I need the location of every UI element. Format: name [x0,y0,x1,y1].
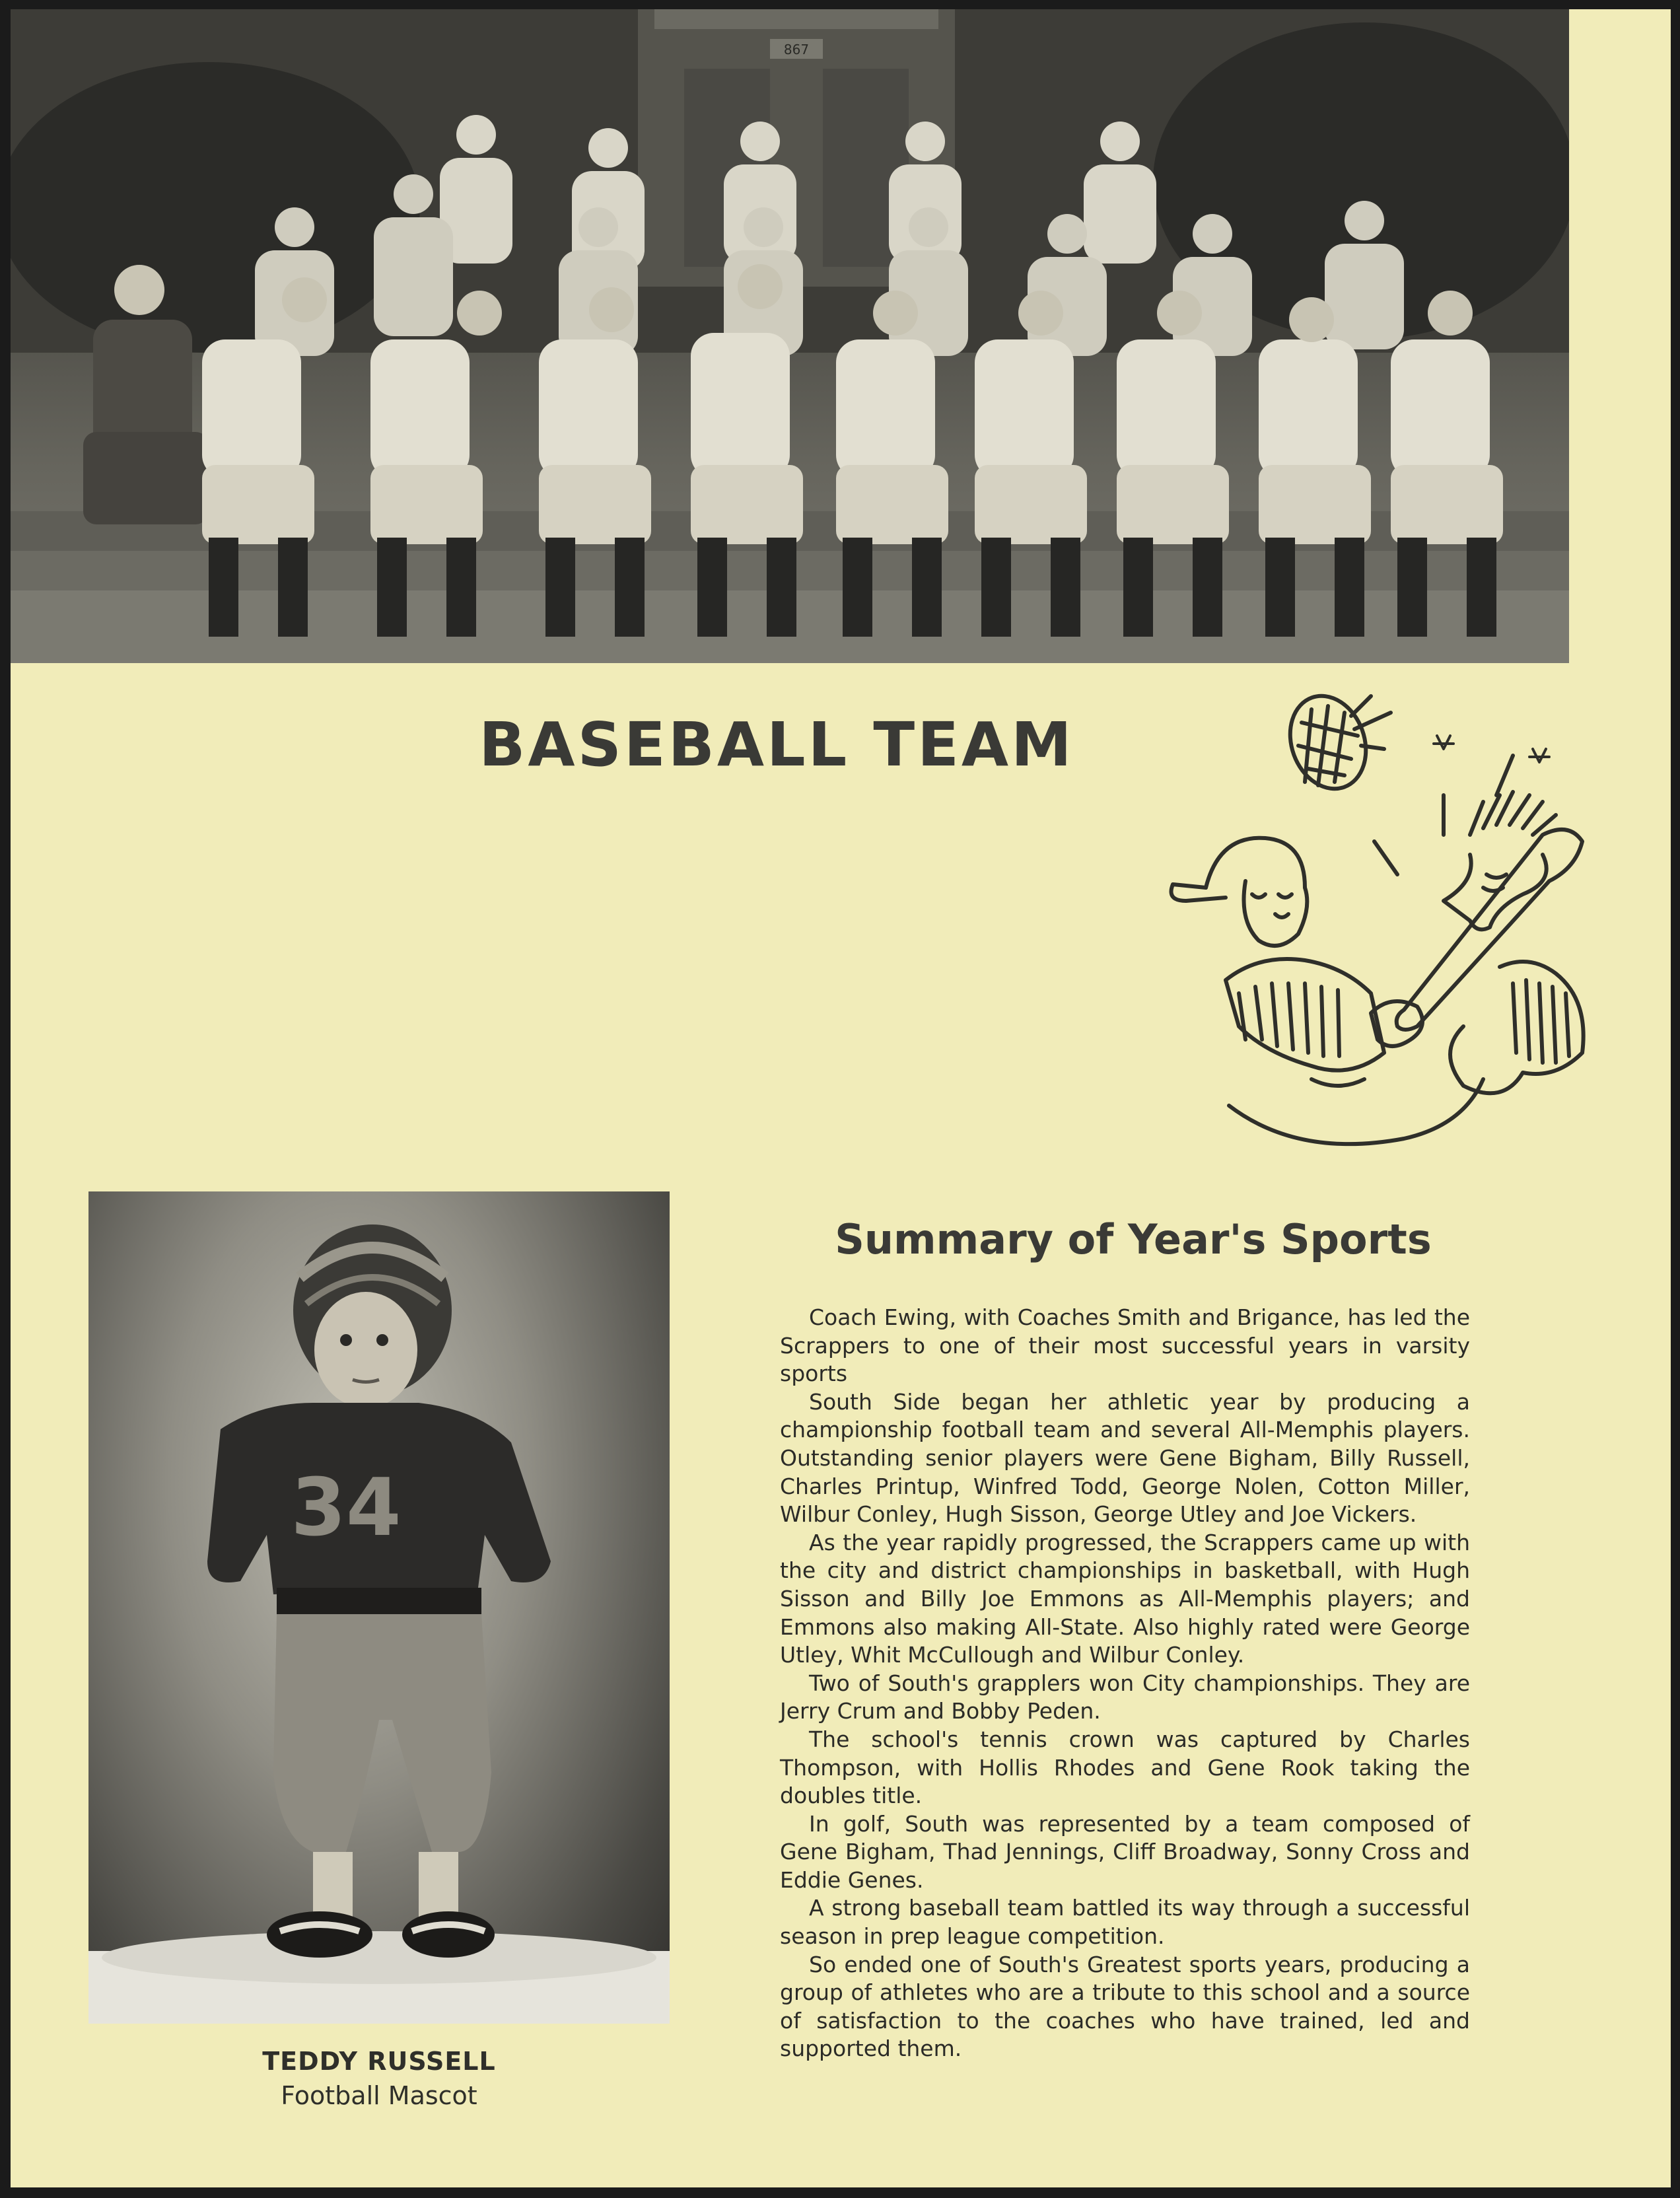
summary-paragraph: As the year rapidly progressed, the Scrappers came up with the city and district championships in basketball, with Hugh Sisson and Billy Joe Emmons as All-Memphis players; and Emmons also making All-State. Also highly rated were George Utley, Whit McCullough and Wilbur Conley. [780,1529,1470,1668]
summary-body [780,1304,1470,2063]
page-title: BASEBALL TEAM [479,709,1074,780]
mascot-role: Football Mascot [281,2081,477,2110]
summary-paragraph: In golf, South was represented by a team composed of Gene Bigham, Thad Jennings, Cliff Broadway, Sonny Cross and Eddie Genes. [780,1810,1470,1893]
yearbook-page [11,9,1671,2187]
mascot-name: TEDDY RUSSELL [262,2047,496,2076]
summary-paragraph: Two of South's grapplers won City championships. They are Jerry Crum and Bobby Peden. [780,1670,1470,1724]
summary-paragraph: A strong baseball team battled its way through a successful season in prep league competition. [780,1895,1470,1950]
summary-paragraph: The school's tennis crown was captured by Charles Thompson, with Hollis Rhodes and Gene Rook taking the doubles title. [780,1726,1470,1809]
summary-paragraph: So ended one of South's Greatest sports years, producing a group of athletes who are a tribute to this school and a source of satisfaction to the coaches who have trained, led and supported them. [780,1951,1470,2062]
baseball-cartoon-icon [1153,683,1615,1172]
summary-heading: Summary of Year's Sports [835,1215,1432,1263]
door-number: 867 [783,42,810,57]
summary-paragraph: Coach Ewing, with Coaches Smith and Brigance, has led the Scrappers to one of their most successful years in varsity sports [780,1304,1470,1387]
jersey-number: 34 [291,1462,402,1554]
mascot-illustration [88,1191,670,2024]
mascot-photo [88,1191,670,2024]
page-margin [1569,9,1671,663]
baseball-team-photo [11,9,1569,663]
team-photo-illustration [11,9,1569,663]
mascot-caption [88,2047,670,2110]
summary-paragraph: South Side began her athletic year by producing a championship football team and several All-Memphis players. Outstanding senior players were Gene Bigham, Billy Russell, Charles Printup, Winfred Todd, George Nolen, Cotton Miller, Wilbur Conley, Hugh Sisson, George Utley and Joe Vickers. [780,1388,1470,1528]
